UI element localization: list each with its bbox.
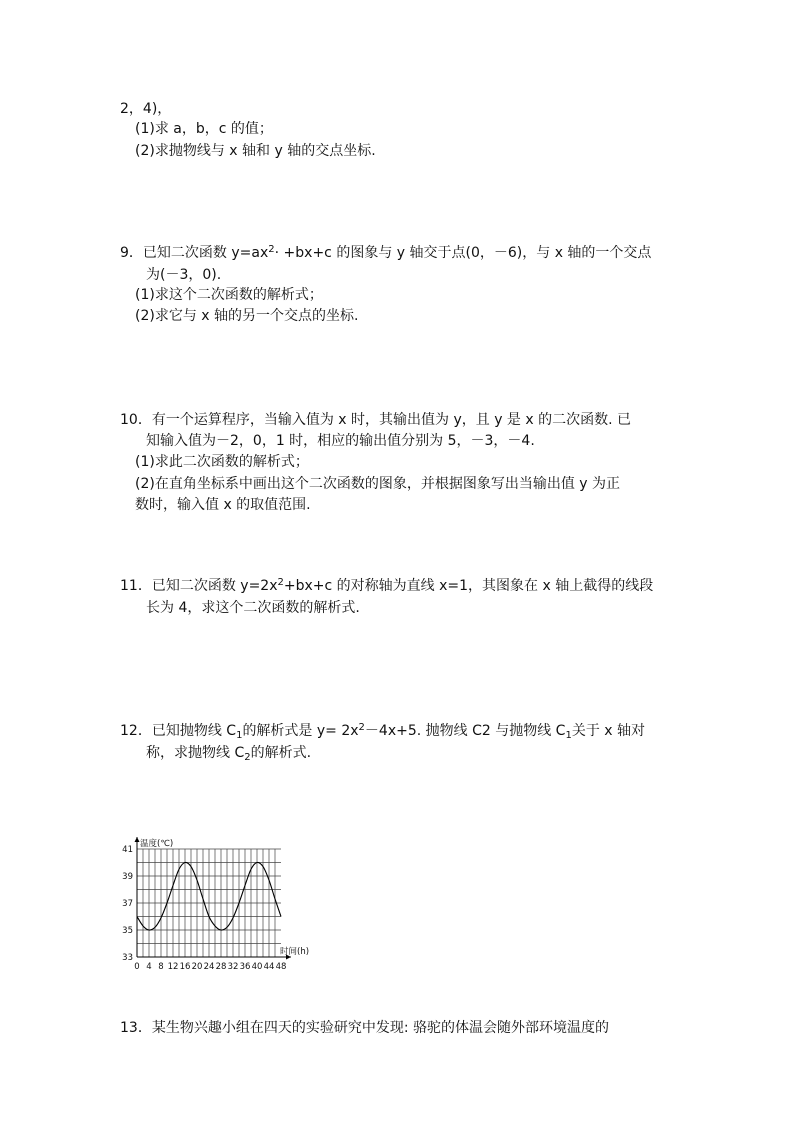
chart-grid [137,849,281,957]
q10-part2b: 数时，输入值 x 的取值范围. [135,497,311,513]
chart-labels [122,838,309,972]
y-tick-label: 33 [122,953,133,963]
q9-part1: (1)求这个二次函数的解析式； [135,287,323,303]
q12-text-a: 已知抛物线 C [151,723,237,739]
q9-line2: 为(－3，0). [146,267,222,283]
q12-text-f: 的解析式. [250,745,312,761]
y-axis-arrow [135,837,140,842]
x-tick-label: 24 [203,962,215,972]
y-axis-title: 温度(℃) [140,839,174,849]
q9-text-a: 已知二次函数 y=ax [142,245,269,261]
x-tick-label: 12 [167,962,179,972]
q9-exponent: 2 [268,244,275,255]
x-tick-label: 32 [227,962,239,972]
q12-text-d: 关于 x 轴对 [571,723,646,739]
x-tick-label: 4 [146,962,152,972]
q12-number: 12． [120,723,152,739]
q11-line1 [120,576,653,596]
q12-line1 [120,721,645,741]
y-tick-label: 41 [122,845,133,855]
q12-text-c: －4x+5. 抛物线 C2 与抛物线 C [364,723,566,739]
temperature-chart [118,830,318,975]
q11-line2: 长为 4，求这个二次函数的解析式. [146,600,360,616]
y-tick-label: 35 [122,926,133,936]
q8-part1: (1)求 a，b，c 的值； [135,121,273,137]
chart-axes [135,837,292,960]
q9-number: 9． [120,245,143,261]
q8-part2: (2)求抛物线与 x 轴和 y 轴的交点坐标. [135,143,376,159]
q12-subscript-2: 1 [565,730,572,741]
x-tick-label: 40 [251,962,263,972]
q13-line1 [120,1018,609,1038]
x-tick-label: 0 [134,962,140,972]
q12-text-b: 的解析式是 y= 2x [242,723,359,739]
q11-text-b: +bx+c 的对称轴为直线 x=1，其图象在 x 轴上截得的线段 [283,578,654,594]
q13-text: 某生物兴趣小组在四天的实验研究中发现: 骆驼的体温会随外部环境温度的 [151,1020,609,1036]
y-tick-label: 37 [122,899,133,909]
x-tick-label: 20 [191,962,203,972]
q12-text-e: 称，求抛物线 C [146,745,245,761]
x-tick-label: 48 [275,962,287,972]
q9-text-b: · +bx+c 的图象与 y 轴交于点(0，－6)，与 x 轴的一个交点 [274,245,652,261]
q10-number: 10． [120,412,152,428]
q10-part2a: (2)在直角坐标系中画出这个二次函数的图象，并根据图象写出当输出值 y 为正 [135,476,621,492]
q10-line1 [120,410,631,430]
q10-text: 有一个运算程序，当输入值为 x 时，其输出值为 y，且 y 是 x 的二次函数. 已 [151,412,632,428]
x-tick-label: 28 [215,962,227,972]
q10-part1: (1)求此二次函数的解析式； [135,454,309,470]
q9-line1 [120,243,651,263]
q9-part2: (2)求它与 x 轴的另一个交点的坐标. [135,308,359,324]
q11-text-a: 已知二次函数 y=2x [151,578,278,594]
q11-number: 11． [120,578,152,594]
q13-number: 13． [120,1020,152,1036]
y-tick-label: 39 [122,872,133,882]
x-tick-label: 44 [263,962,275,972]
q12-subscript-1: 1 [236,730,243,741]
x-tick-label: 36 [239,962,251,972]
x-axis-title: 时间(h) [280,947,310,957]
q12-subscript-3: 2 [244,752,251,763]
q12-line2 [146,743,311,763]
q10-line2: 知输入值为－2，0，1 时，相应的输出值分别为 5，－3，－4. [146,433,535,449]
q12-exponent: 2 [358,722,365,733]
q11-exponent: 2 [277,577,284,588]
x-tick-label: 8 [158,962,164,972]
q8-continuation: 2，4)， [120,101,172,117]
x-tick-label: 16 [179,962,191,972]
